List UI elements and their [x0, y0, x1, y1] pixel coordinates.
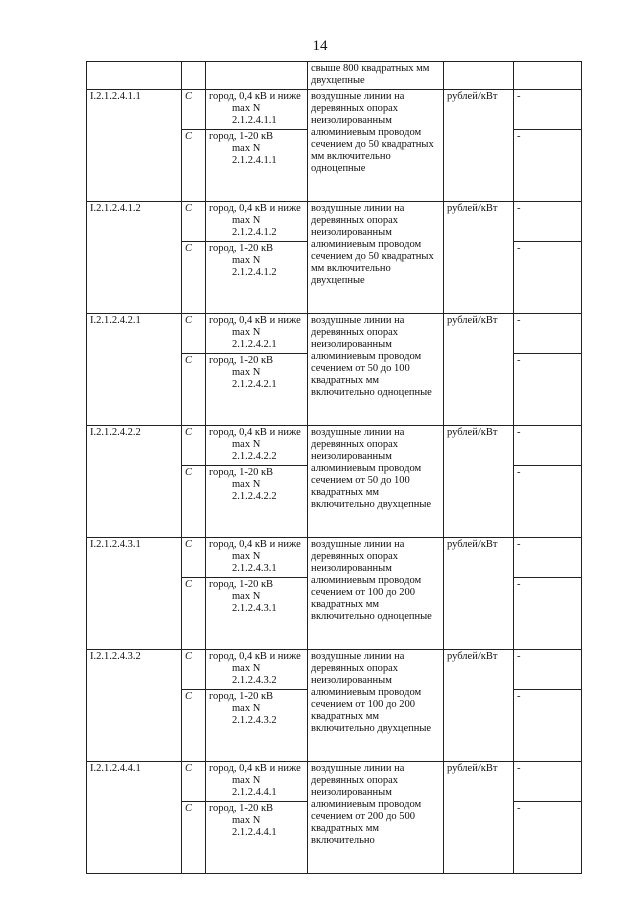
value-cell: -: [514, 90, 582, 130]
value-cell: -: [514, 466, 582, 538]
max-ref: max N 2.1.2.4.1.1: [232, 143, 277, 166]
area-cell: [206, 62, 308, 90]
area-cell: [206, 130, 308, 202]
max-ref: max N 2.1.2.4.2.1: [232, 327, 277, 350]
area-cell: [206, 578, 308, 650]
max-ref: max N 2.1.2.4.2.2: [232, 479, 277, 502]
category-cell: С: [182, 690, 206, 762]
max-ref: max N 2.1.2.4.1.2: [232, 255, 277, 278]
max-ref: max N 2.1.2.4.3.1: [232, 591, 277, 614]
max-ref: max N 2.1.2.4.1.1: [232, 103, 277, 126]
area-label: город, 0,4 кВ и ниже: [209, 203, 301, 214]
value-cell: -: [514, 354, 582, 426]
area-label: город, 1-20 кВ: [209, 243, 274, 254]
description-cell: свыше 800 квадратных мм двухцепные: [308, 62, 444, 90]
description-cell: воздушные линии на деревянных опорах неизолированным алюминиевым проводом сечением до 50 квадратных мм включительно одноцепные: [308, 90, 444, 202]
category-cell: С: [182, 354, 206, 426]
table-row: [87, 202, 582, 242]
area-label: город, 1-20 кВ: [209, 579, 274, 590]
value-cell: [514, 62, 582, 90]
description-cell: воздушные линии на деревянных опорах неизолированным алюминиевым проводом сечением до 50 квадратных мм включительно двухцепные: [308, 202, 444, 314]
unit-cell: рублей/кВт: [444, 202, 514, 314]
area-cell: [206, 202, 308, 242]
page-number: 14: [312, 38, 328, 54]
value-cell: -: [514, 650, 582, 690]
category-cell: С: [182, 466, 206, 538]
value-cell: -: [514, 802, 582, 874]
unit-cell: [444, 62, 514, 90]
category-cell: С: [182, 202, 206, 242]
code-cell: I.2.1.2.4.2.2: [87, 426, 182, 538]
category-cell: С: [182, 314, 206, 354]
area-cell: [206, 466, 308, 538]
category-cell: С: [182, 426, 206, 466]
tariff-table-body: [87, 62, 582, 874]
max-ref: max N 2.1.2.4.3.2: [232, 703, 277, 726]
category-cell: С: [182, 650, 206, 690]
area-cell: [206, 538, 308, 578]
area-label: город, 1-20 кВ: [209, 131, 274, 142]
area-label: город, 0,4 кВ и ниже: [209, 539, 301, 550]
description-cell: воздушные линии на деревянных опорах неизолированным алюминиевым проводом сечением от 50 до 100 квадратных мм включительно двухцепные: [308, 426, 444, 538]
category-cell: [182, 62, 206, 90]
area-label: город, 0,4 кВ и ниже: [209, 91, 301, 102]
area-label: город, 1-20 кВ: [209, 691, 274, 702]
max-ref: max N 2.1.2.4.2.1: [232, 367, 277, 390]
area-cell: [206, 650, 308, 690]
category-cell: С: [182, 242, 206, 314]
value-cell: -: [514, 314, 582, 354]
value-cell: -: [514, 242, 582, 314]
area-cell: [206, 690, 308, 762]
unit-cell: рублей/кВт: [444, 650, 514, 762]
description-cell: воздушные линии на деревянных опорах неизолированным алюминиевым проводом сечением от 100 до 200 квадратных мм включительно двухцепные: [308, 650, 444, 762]
category-cell: С: [182, 90, 206, 130]
category-cell: С: [182, 802, 206, 874]
area-label: город, 1-20 кВ: [209, 467, 274, 478]
unit-cell: рублей/кВт: [444, 426, 514, 538]
max-ref: max N 2.1.2.4.3.1: [232, 551, 277, 574]
category-cell: С: [182, 130, 206, 202]
table-row-continued: [87, 62, 582, 90]
table-row: [87, 538, 582, 578]
table-row: [87, 762, 582, 802]
code-cell: I.2.1.2.4.1.1: [87, 90, 182, 202]
area-cell: [206, 762, 308, 802]
max-ref: max N 2.1.2.4.4.1: [232, 815, 277, 838]
max-ref: max N 2.1.2.4.1.2: [232, 215, 277, 238]
table-row: [87, 314, 582, 354]
area-label: город, 0,4 кВ и ниже: [209, 763, 301, 774]
area-cell: [206, 90, 308, 130]
code-cell: I.2.1.2.4.3.1: [87, 538, 182, 650]
code-cell: I.2.1.2.4.1.2: [87, 202, 182, 314]
category-cell: С: [182, 762, 206, 802]
area-cell: [206, 354, 308, 426]
table-row: [87, 426, 582, 466]
area-label: город, 0,4 кВ и ниже: [209, 651, 301, 662]
unit-cell: рублей/кВт: [444, 90, 514, 202]
description-cell: воздушные линии на деревянных опорах неизолированным алюминиевым проводом сечением от 50 до 100 квадратных мм включительно одноцепные: [308, 314, 444, 426]
area-cell: [206, 242, 308, 314]
area-cell: [206, 802, 308, 874]
value-cell: -: [514, 426, 582, 466]
value-cell: -: [514, 538, 582, 578]
description-cell: воздушные линии на деревянных опорах неизолированным алюминиевым проводом сечением от 200 до 500 квадратных мм включительно: [308, 762, 444, 874]
unit-cell: рублей/кВт: [444, 314, 514, 426]
tariff-table: [86, 61, 582, 874]
area-label: город, 1-20 кВ: [209, 803, 274, 814]
value-cell: -: [514, 578, 582, 650]
description-cell: воздушные линии на деревянных опорах неизолированным алюминиевым проводом сечением от 100 до 200 квадратных мм включительно одноцепные: [308, 538, 444, 650]
code-cell: I.2.1.2.4.2.1: [87, 314, 182, 426]
category-cell: С: [182, 578, 206, 650]
value-cell: -: [514, 690, 582, 762]
value-cell: -: [514, 202, 582, 242]
unit-cell: рублей/кВт: [444, 538, 514, 650]
area-label: город, 1-20 кВ: [209, 355, 274, 366]
max-ref: max N 2.1.2.4.4.1: [232, 775, 277, 798]
category-cell: С: [182, 538, 206, 578]
max-ref: max N 2.1.2.4.3.2: [232, 663, 277, 686]
value-cell: -: [514, 130, 582, 202]
area-label: город, 0,4 кВ и ниже: [209, 427, 301, 438]
code-cell: I.2.1.2.4.4.1: [87, 762, 182, 874]
area-cell: [206, 426, 308, 466]
code-cell: I.2.1.2.4.3.2: [87, 650, 182, 762]
code-cell: [87, 62, 182, 90]
unit-cell: рублей/кВт: [444, 762, 514, 874]
value-cell: -: [514, 762, 582, 802]
table-row: [87, 650, 582, 690]
max-ref: max N 2.1.2.4.2.2: [232, 439, 277, 462]
area-label: город, 0,4 кВ и ниже: [209, 315, 301, 326]
table-row: [87, 90, 582, 130]
area-cell: [206, 314, 308, 354]
